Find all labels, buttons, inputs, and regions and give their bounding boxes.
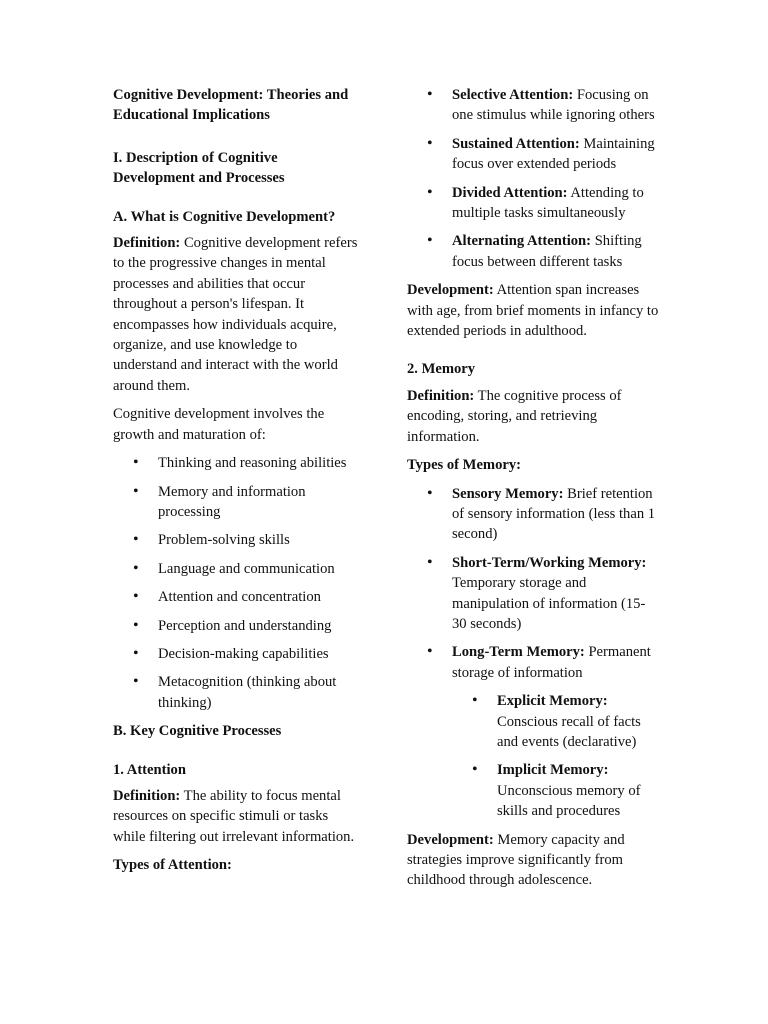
item-text: Shifting focus between different tasks [452, 233, 642, 270]
item-text: Permanent storage of information [452, 644, 651, 681]
memory-types-heading: Types of Memory: [407, 457, 522, 474]
list-item [407, 642, 659, 683]
list-item [407, 231, 659, 272]
item-text: Unconscious memory of skills and procedures [497, 782, 641, 820]
list-item [407, 183, 659, 224]
development-label: Development: [407, 282, 494, 299]
list-item [407, 553, 659, 635]
item-text: Maintaining focus over extended periods [452, 135, 655, 173]
item-text: Conscious recall of facts and events (declarative) [497, 713, 641, 750]
section-heading: I. Description of Cognitive Development and Processes [113, 149, 285, 187]
definition-text: Cognitive development refers to the progressive changes in mental processes and abilities that occur throughout a person's lifespan. It encompasses how individuals acquire, organize, and use knowledge to understand and interact with the world around them. [113, 235, 358, 394]
attention-heading: 1. Attention [113, 761, 186, 778]
development-label: Development: [407, 831, 494, 848]
item-text: Brief retention of sensory information (less than 1 second) [452, 485, 656, 543]
definition-text: The cognitive process of encoding, storing, and retrieving information. [407, 387, 622, 445]
item-label: Sustained Attention: [452, 135, 580, 152]
intro-paragraph: Cognitive development involves the growth and maturation of: [113, 406, 325, 443]
subsection-heading-b: B. Key Cognitive Processes [113, 723, 282, 740]
attention-types-heading: Types of Attention: [113, 857, 232, 874]
definition-text: The ability to focus mental resources on specific stimuli or tasks while filtering out irrelevant information. [113, 787, 355, 845]
item-text: Temporary storage and manipulation of information (15-30 seconds) [452, 575, 646, 632]
long-term-subtypes-list [407, 691, 659, 821]
memory-definition [407, 386, 659, 447]
list-item [407, 484, 659, 545]
memory-development [407, 830, 659, 891]
list-item: • Memory and information processing [113, 482, 363, 523]
list-item [407, 85, 659, 126]
item-text: Focusing on one stimulus while ignoring others [452, 87, 655, 124]
definition-label: Definition: [113, 235, 181, 252]
list-item: • Attention and concentration [113, 587, 363, 607]
item-label: Divided Attention: [452, 184, 568, 201]
memory-heading: 2. Memory [407, 361, 476, 378]
memory-types-list [407, 484, 659, 684]
list-item: • Thinking and reasoning abilities [113, 453, 363, 473]
list-item: • Problem-solving skills [113, 530, 363, 550]
item-label: Alternating Attention: [452, 233, 592, 250]
list-item [407, 691, 659, 752]
document-title: Cognitive Development: Theories and Educational Implications [113, 87, 349, 124]
definition-paragraph [113, 233, 363, 396]
definition-label: Definition: [407, 387, 475, 404]
list-item: • Metacognition (thinking about thinking) [113, 672, 363, 713]
attention-types-list [407, 85, 659, 272]
attention-definition [113, 786, 363, 847]
list-item [407, 134, 659, 175]
subsection-heading-a: A. What is Cognitive Development? [113, 208, 336, 225]
list-item: • Language and communication [113, 559, 363, 579]
left-column [113, 85, 363, 884]
item-label: Short-Term/Working Memory: [452, 554, 647, 571]
list-item: • Decision-making capabilities [113, 644, 363, 664]
item-label: Selective Attention: [452, 87, 574, 103]
growth-list [113, 453, 363, 713]
item-label: Explicit Memory: [497, 693, 608, 710]
development-text: Memory capacity and strategies improve significantly from childhood through adolescence. [407, 831, 625, 889]
item-label: Long-Term Memory: [452, 644, 585, 661]
development-text: Attention span increases with age, from brief moments in infancy to extended periods in adulthood. [407, 282, 659, 340]
item-label: Sensory Memory: [452, 485, 564, 502]
attention-development [407, 280, 659, 341]
list-item: • Perception and understanding [113, 616, 363, 636]
item-label: Implicit Memory: [497, 762, 609, 779]
item-text: Attending to multiple tasks simultaneously [452, 184, 644, 222]
right-column [407, 85, 659, 899]
definition-label: Definition: [113, 787, 181, 804]
list-item [407, 760, 659, 821]
